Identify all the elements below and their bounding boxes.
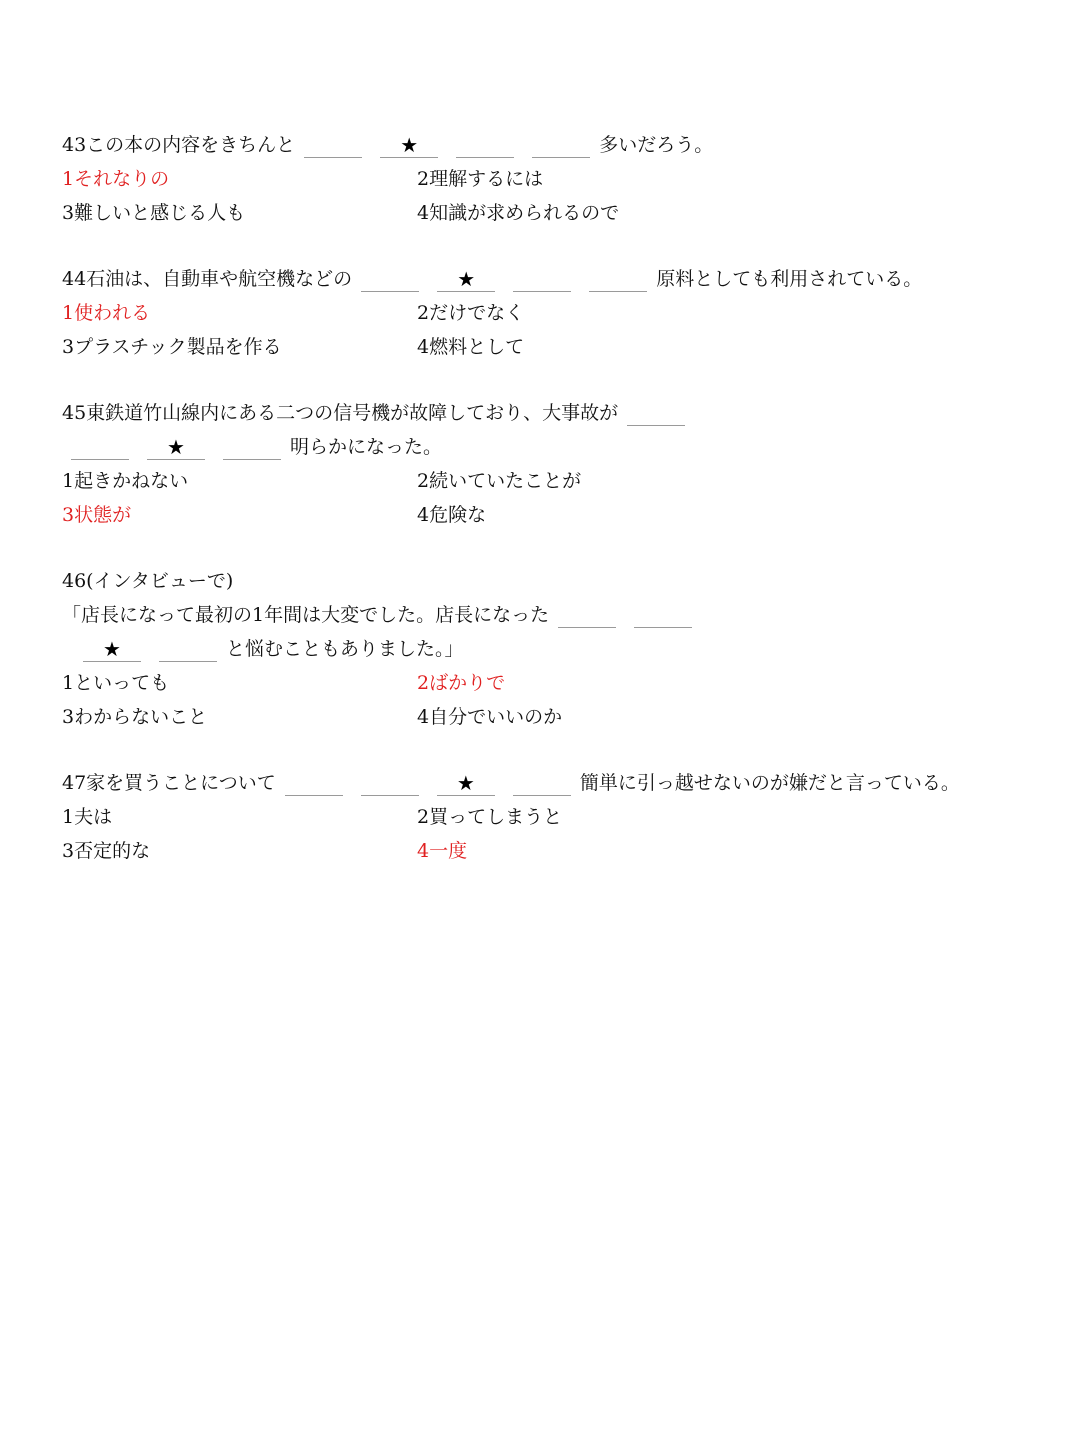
question-text: 「店長になって最初の1年間は大変でした。店長になった: [62, 604, 550, 626]
option-correct[interactable]: 4一度: [417, 840, 468, 862]
star-blank[interactable]: ★: [83, 639, 141, 662]
options-row: [62, 498, 1042, 532]
option[interactable]: 4知識が求められるので: [417, 202, 620, 224]
options-row: [62, 800, 1042, 834]
answer-blank[interactable]: [513, 269, 571, 292]
question-text: 46(インタビューで): [62, 570, 234, 592]
question-line: [62, 396, 1042, 430]
question-block: [62, 766, 1042, 868]
question-line: [62, 262, 1042, 296]
options-row: [62, 666, 1042, 700]
options-grid: [62, 464, 1042, 532]
question-text: 多いだろう。: [599, 134, 714, 156]
options-row: [62, 834, 1042, 868]
option[interactable]: 1といっても: [62, 672, 170, 694]
answer-blank[interactable]: [223, 437, 281, 460]
question-text: 43この本の内容をきちんと: [62, 134, 296, 156]
question-line: [62, 128, 1042, 162]
question-text: 47家を買うことについて: [62, 772, 276, 794]
answer-blank[interactable]: [589, 269, 647, 292]
answer-blank[interactable]: [532, 135, 590, 158]
question-block: [62, 128, 1042, 230]
star-blank[interactable]: ★: [147, 437, 205, 460]
question-text: と悩むこともありました。」: [226, 638, 464, 660]
answer-blank[interactable]: [634, 605, 692, 628]
options-row: [62, 296, 1042, 330]
exercise-page: [62, 128, 1042, 900]
option[interactable]: 2だけでなく: [417, 302, 525, 324]
option[interactable]: 2買ってしまうと: [417, 806, 563, 828]
options-grid: [62, 162, 1042, 230]
options-grid: [62, 800, 1042, 868]
answer-blank[interactable]: [456, 135, 514, 158]
question-line: [62, 430, 1042, 464]
question-block: [62, 262, 1042, 364]
option[interactable]: 3プラスチック製品を作る: [62, 336, 282, 358]
answer-blank[interactable]: [159, 639, 217, 662]
option[interactable]: 4危険な: [417, 504, 487, 526]
options-grid: [62, 296, 1042, 364]
question-block: [62, 564, 1042, 734]
star-blank[interactable]: ★: [437, 269, 495, 292]
option[interactable]: 1夫は: [62, 806, 113, 828]
question-text: 45東鉄道竹山線内にある二つの信号機が故障しており、大事故が: [62, 402, 619, 424]
options-grid: [62, 666, 1042, 734]
question-text: 明らかになった。: [290, 436, 443, 458]
question-text: 44石油は、自動車や航空機などの: [62, 268, 353, 290]
option[interactable]: 4燃料として: [417, 336, 525, 358]
star-blank[interactable]: ★: [437, 773, 495, 796]
answer-blank[interactable]: [361, 269, 419, 292]
option[interactable]: 2理解するには: [417, 168, 544, 190]
answer-blank[interactable]: [361, 773, 419, 796]
question-line: [62, 632, 1042, 666]
question-line: [62, 766, 1042, 800]
answer-blank[interactable]: [627, 403, 685, 426]
option-correct[interactable]: 3状態が: [62, 504, 132, 526]
answer-blank[interactable]: [304, 135, 362, 158]
star-blank[interactable]: ★: [380, 135, 438, 158]
option-correct[interactable]: 1使われる: [62, 302, 151, 324]
option[interactable]: 1起きかねない: [62, 470, 189, 492]
question-text: 簡単に引っ越せないのが嫌だと言っている。: [579, 772, 960, 794]
option[interactable]: 3わからないこと: [62, 706, 208, 728]
answer-blank[interactable]: [71, 437, 129, 460]
question-text: 原料としても利用されている。: [656, 268, 923, 290]
answer-blank[interactable]: [513, 773, 571, 796]
question-line: [62, 564, 1042, 598]
options-row: [62, 330, 1042, 364]
options-row: [62, 700, 1042, 734]
question-block: [62, 396, 1042, 532]
option-correct[interactable]: 1それなりの: [62, 168, 170, 190]
options-row: [62, 162, 1042, 196]
options-row: [62, 196, 1042, 230]
option[interactable]: 2続いていたことが: [417, 470, 582, 492]
option[interactable]: 3否定的な: [62, 840, 151, 862]
question-line: [62, 598, 1042, 632]
option[interactable]: 4自分でいいのか: [417, 706, 563, 728]
option-correct[interactable]: 2ばかりで: [417, 672, 506, 694]
answer-blank[interactable]: [558, 605, 616, 628]
answer-blank[interactable]: [285, 773, 343, 796]
option[interactable]: 3難しいと感じる人も: [62, 202, 246, 224]
options-row: [62, 464, 1042, 498]
